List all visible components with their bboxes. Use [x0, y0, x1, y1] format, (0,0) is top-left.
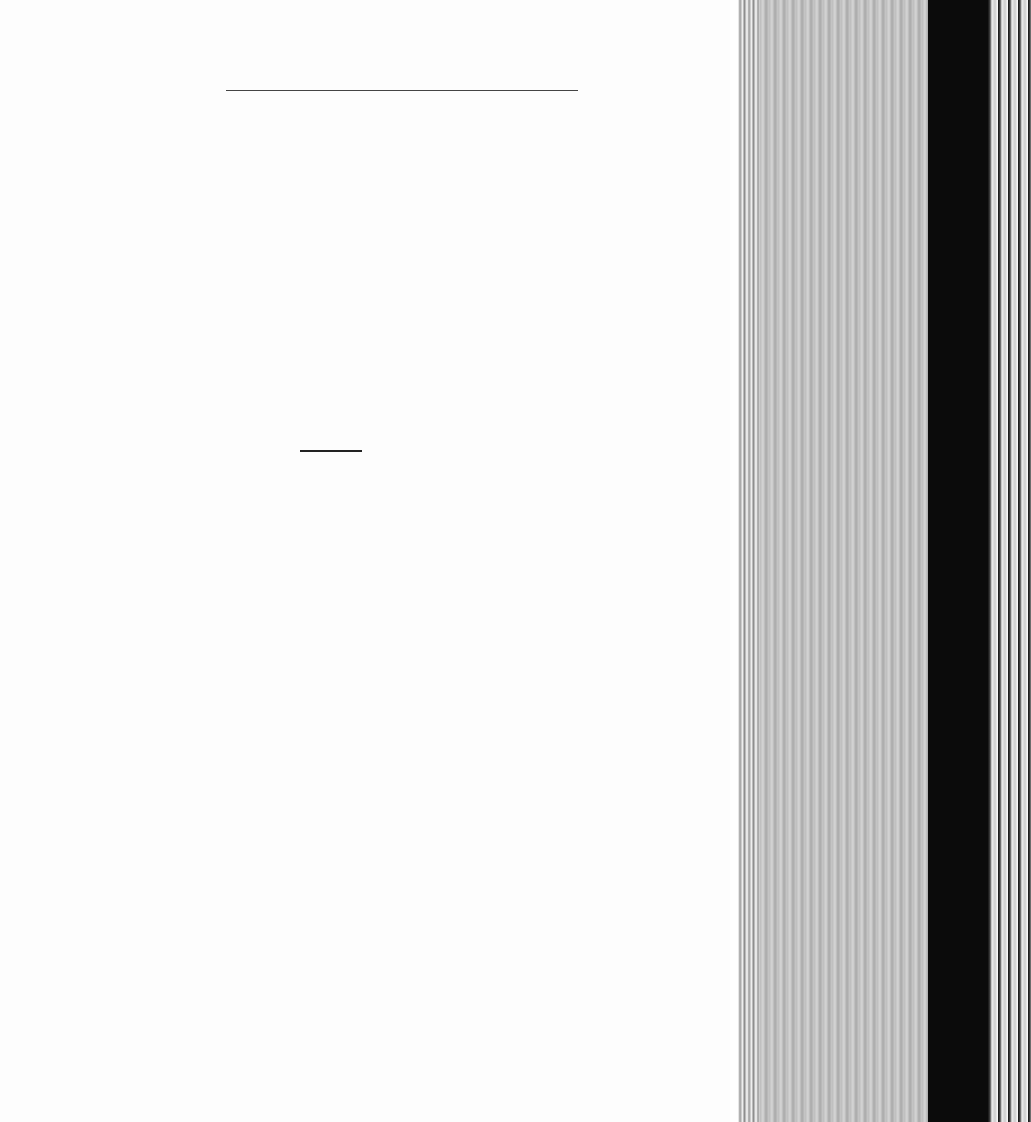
- scan-border: [988, 0, 1031, 1122]
- page-header: [76, 66, 586, 90]
- text-line: [76, 116, 588, 134]
- text-line: [76, 134, 588, 152]
- adjacent-page-edge: [760, 0, 928, 1122]
- page-gutter-shadow: [738, 0, 760, 1122]
- signature: [76, 189, 588, 207]
- header-rule: [226, 90, 578, 91]
- section-separator: [300, 450, 362, 452]
- top-text-block: [76, 116, 588, 209]
- text-line: [76, 153, 588, 171]
- binding-shadow: [928, 0, 988, 1122]
- clerk-title: [76, 171, 588, 189]
